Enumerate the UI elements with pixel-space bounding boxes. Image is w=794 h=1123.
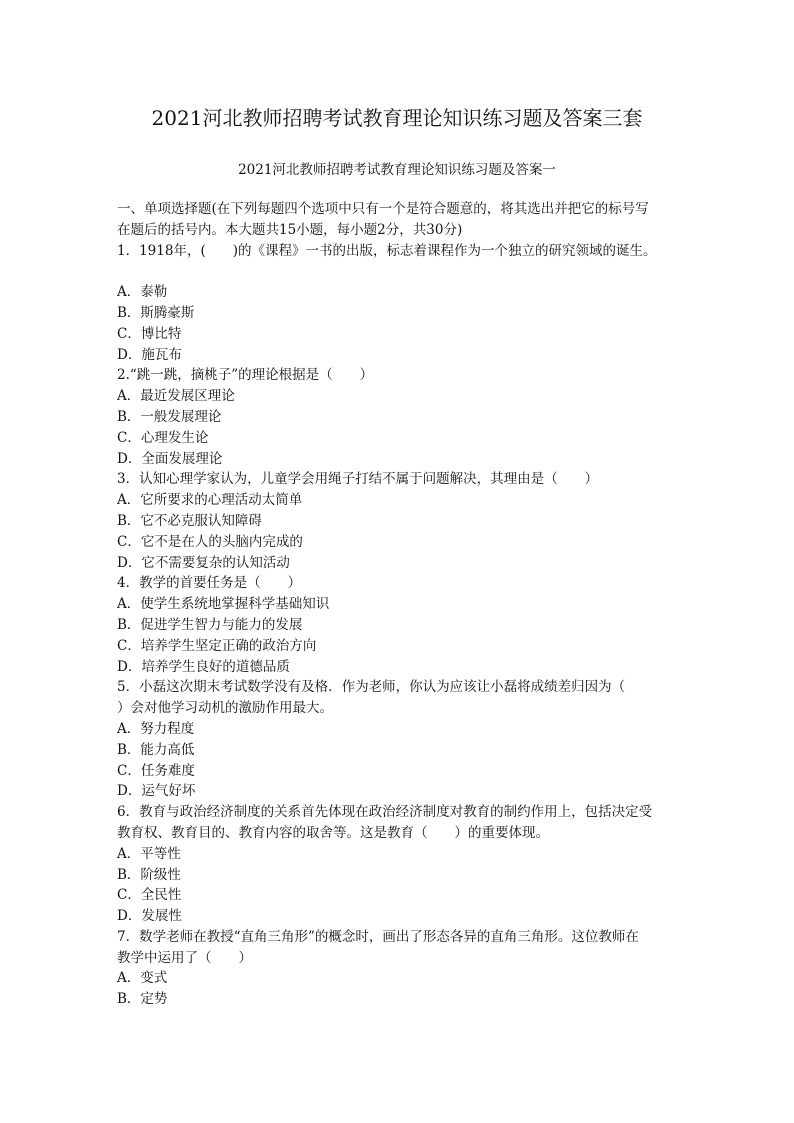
text-line: 一、单项选择题(在下列每题四个选项中只有一个是符合题意的，将其选出并把它的标号写 bbox=[117, 201, 649, 217]
text-line: A．努力程度 bbox=[117, 720, 195, 737]
text-line: C．全民性 bbox=[117, 887, 182, 904]
text-line: D．运气好坏 bbox=[117, 783, 196, 800]
text-line: 教学中运用了（ ） bbox=[117, 949, 252, 966]
text-line: 教育权、教育目的、教育内容的取舍等。这是教育（ ）的重要体现。 bbox=[117, 824, 549, 841]
text-line: 在题后的括号内。本大题共15小题，每小题2分，共30分) bbox=[117, 221, 463, 238]
text-line: 4．教学的首要任务是（ ） bbox=[117, 575, 302, 592]
text-line: B．斯腾豪斯 bbox=[117, 304, 195, 321]
question-content bbox=[117, 199, 687, 1010]
text-line: B．促进学生智力与能力的发展 bbox=[117, 616, 303, 633]
text-line: D．施瓦布 bbox=[117, 346, 182, 363]
section-subtitle: 2021河北教师招聘考试教育理论知识练习题及答案一 bbox=[238, 162, 556, 178]
text-line: 2.“跳一跳，摘桃子”的理论根据是（ ） bbox=[117, 367, 374, 384]
text-line: A．它所要求的心理活动太简单 bbox=[117, 492, 303, 509]
text-line: C．任务难度 bbox=[117, 762, 195, 779]
text-line: ）会对他学习动机的激励作用最大。 bbox=[117, 700, 333, 717]
text-line: D．全面发展理论 bbox=[117, 450, 223, 467]
text-line: D．发展性 bbox=[117, 908, 182, 925]
text-line: A．使学生系统地掌握科学基础知识 bbox=[117, 596, 330, 613]
text-line: A．泰勒 bbox=[117, 284, 168, 301]
text-line: 6．教育与政治经济制度的关系首先体现在政治经济制度对教育的制约作用上，包括决定受 bbox=[117, 804, 653, 821]
text-line: D．培养学生良好的道德品质 bbox=[117, 658, 290, 675]
document-title: 2021河北教师招聘考试教育理论知识练习题及答案三套 bbox=[151, 106, 643, 130]
text-line bbox=[117, 261, 687, 282]
text-line: B．能力高低 bbox=[117, 741, 195, 758]
text-line: C．培养学生坚定正确的政治方向 bbox=[117, 637, 317, 654]
text-line: A．变式 bbox=[117, 970, 168, 987]
text-line: B．阶级性 bbox=[117, 866, 181, 883]
text-line: C．博比特 bbox=[117, 325, 182, 342]
text-line: B．一般发展理论 bbox=[117, 408, 222, 425]
text-line: B．定势 bbox=[117, 991, 168, 1008]
text-line: C．它不是在人的头脑内完成的 bbox=[117, 533, 303, 550]
text-line: 1．1918年，( )的《课程》一书的出版，标志着课程作为一个独立的研究领域的诞生。 bbox=[117, 242, 657, 259]
text-line: D．它不需要复杂的认知活动 bbox=[117, 554, 290, 571]
text-line: 7．数学老师在教授“直角三角形”的概念时，画出了形态各异的直角三角形。这位教师在 bbox=[117, 928, 639, 945]
text-line: 3．认知心理学家认为，儿童学会用绳子打结不属于问题解决，其理由是（ ） bbox=[117, 471, 599, 488]
text-line: A．最近发展区理论 bbox=[117, 388, 235, 405]
text-line: A．平等性 bbox=[117, 845, 181, 862]
text-line: 5．小磊这次期末考试数学没有及格．作为老师，你认为应该让小磊将成绩差归因为（ bbox=[117, 679, 626, 696]
text-line: B．它不必克服认知障碍 bbox=[117, 512, 262, 529]
text-line: C．心理发生论 bbox=[117, 429, 209, 446]
